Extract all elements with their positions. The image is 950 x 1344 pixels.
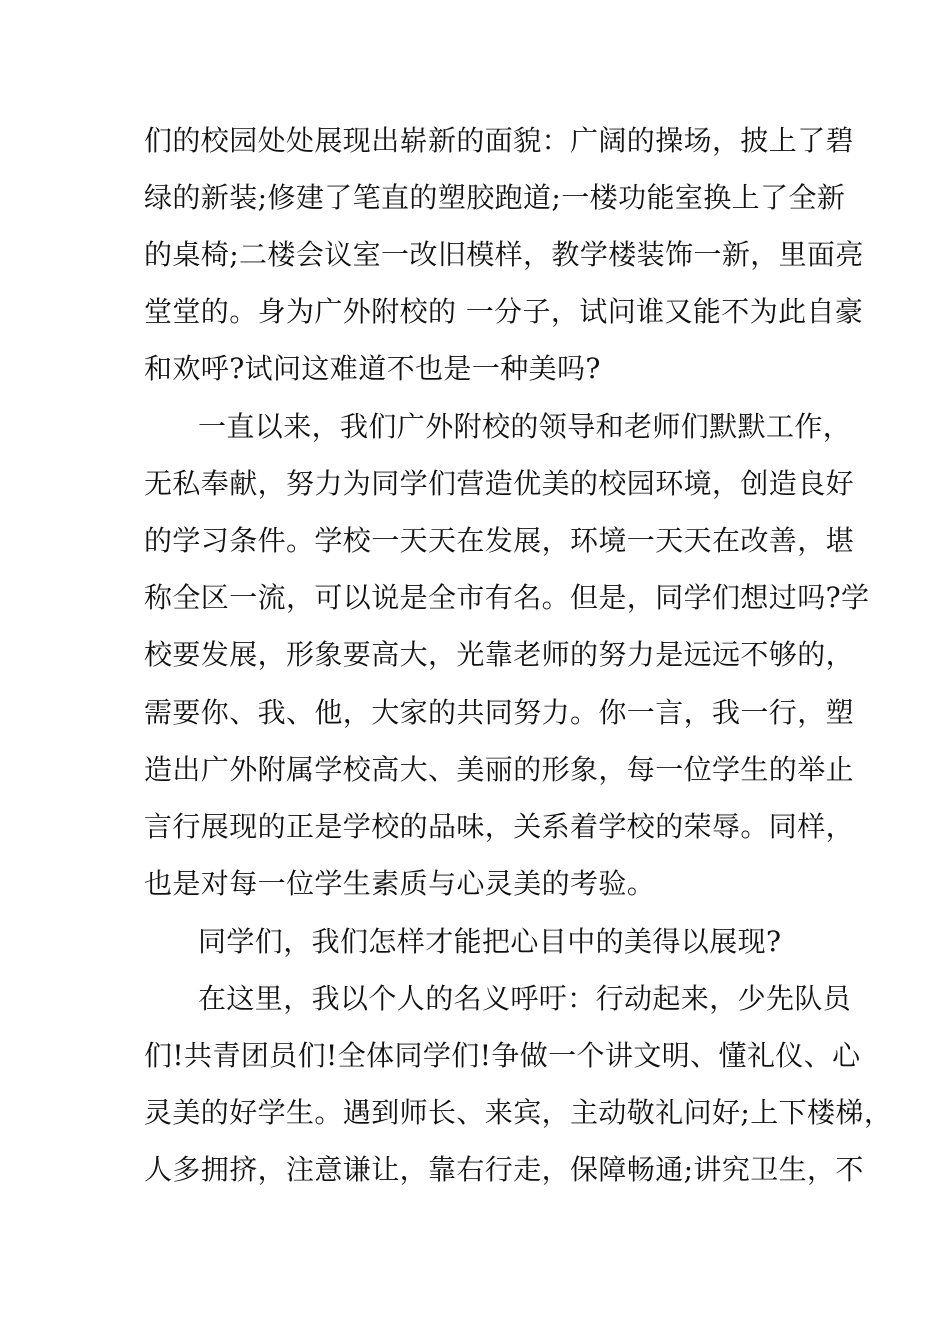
text-line: 言行展现的正是学校的品味，关系着学校的荣辱。同样，	[144, 810, 855, 843]
paragraph-first-line: 一直以来，我们广外附校的领导和老师们默默工作，	[198, 410, 852, 443]
paragraph-first-line: 在这里，我以个人的名义呼吁：行动起来，少先队员	[198, 982, 852, 1015]
text-line: 需要你、我、他，大家的共同努力。你一言，我一行，塑	[144, 696, 855, 729]
text-line: 称全区一流，可以说是全市有名。但是，同学们想过吗?学	[144, 581, 870, 614]
text-line: 灵美的好学生。遇到师长、来宾，主动敬礼问好;上下楼梯，	[144, 1096, 893, 1129]
text-line: 校要发展，形象要高大，光靠老师的努力是远远不够的，	[144, 638, 855, 671]
text-line: 也是对每一位学生素质与心灵美的考验。	[144, 867, 656, 900]
text-line: 和欢呼?试问这难道不也是一种美吗?	[144, 352, 601, 385]
paragraph-first-line: 同学们，我们怎样才能把心目中的美得以展现?	[198, 925, 782, 958]
text-line: 们!共青团员们!全体同学们!争做一个讲文明、懂礼仪、心	[144, 1039, 861, 1072]
text-line: 堂堂的。身为广外附校的 一分子，试问谁又能不为此自豪	[144, 295, 864, 328]
text-line: 无私奉献，努力为同学们营造优美的校园环境，创造良好	[144, 467, 855, 500]
text-line: 们的校园处处展现出崭新的面貌：广阔的操场，披上了碧	[144, 124, 855, 157]
text-line: 的学习条件。学校一天天在发展，环境一天天在改善，堪	[144, 524, 855, 557]
text-line: 绿的新装;修建了笔直的塑胶跑道;一楼功能室换上了全新	[144, 181, 846, 214]
text-line: 的桌椅;二楼会议室一改旧模样，教学楼装饰一新，里面亮	[144, 238, 864, 271]
text-line: 人多拥挤，注意谦让，靠右行走，保障畅通;讲究卫生，不	[144, 1153, 864, 1186]
text-line: 造出广外附属学校高大、美丽的形象，每一位学生的举止	[144, 753, 855, 786]
